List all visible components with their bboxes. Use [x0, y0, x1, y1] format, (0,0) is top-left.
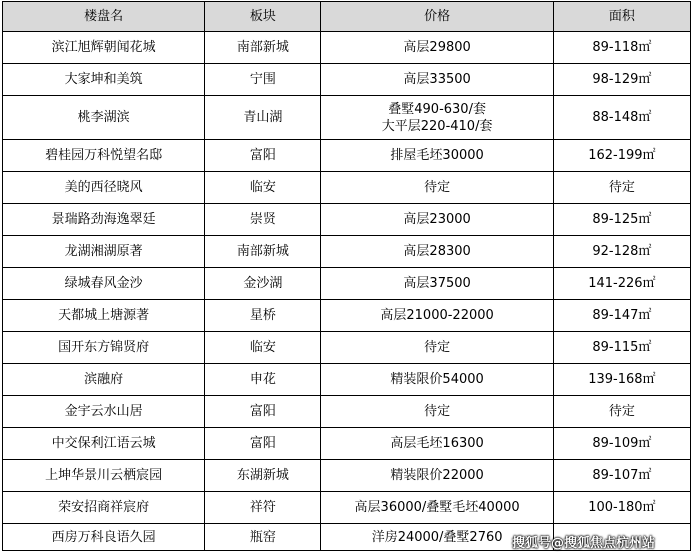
- table-row: [3, 396, 691, 428]
- cell-property-name: 桃李湖滨: [3, 96, 205, 140]
- cell-size: 待定: [553, 172, 690, 204]
- price-line: 高层毛坯16300: [390, 436, 484, 451]
- cell-size: 89-109㎡: [553, 428, 690, 460]
- cell-size: 100-180㎡: [553, 492, 690, 524]
- cell-size: 89-107㎡: [553, 460, 690, 492]
- cell-zone: 南部新城: [205, 32, 321, 64]
- cell-zone: 富阳: [205, 396, 321, 428]
- cell-price: [321, 332, 553, 364]
- table-row: [3, 64, 691, 96]
- price-line: 高层33500: [403, 72, 471, 87]
- cell-zone: 金沙湖: [205, 268, 321, 300]
- cell-price: [321, 96, 553, 140]
- cell-price: [321, 64, 553, 96]
- cell-size: 89-125㎡: [553, 204, 690, 236]
- cell-price: [321, 364, 553, 396]
- cell-zone: 崇贤: [205, 204, 321, 236]
- cell-zone: 临安: [205, 332, 321, 364]
- table-row: [3, 332, 691, 364]
- cell-property-name: 中交保利江语云城: [3, 428, 205, 460]
- cell-zone: 南部新城: [205, 236, 321, 268]
- table-row: [3, 32, 691, 64]
- cell-price: [321, 172, 553, 204]
- header-size: 面积: [553, 2, 690, 32]
- price-line: 大平层220-410/套: [381, 118, 493, 134]
- cell-size: 98-129㎡: [553, 64, 690, 96]
- cell-price: [321, 300, 553, 332]
- cell-property-name: 西房万科良语久园: [3, 524, 205, 551]
- cell-size: 89-118㎡: [553, 32, 690, 64]
- cell-property-name: 碧桂园万科悦望名邸: [3, 140, 205, 172]
- cell-size: 139-168㎡: [553, 364, 690, 396]
- cell-property-name: 上坤华景川云栖宸园: [3, 460, 205, 492]
- cell-size: 待定: [553, 396, 690, 428]
- cell-zone: 瓶窑: [205, 524, 321, 551]
- header-name: 楼盘名: [3, 2, 205, 32]
- price-line: 高层36000/叠墅毛坯40000: [354, 500, 520, 515]
- price-line: 高层37500: [403, 276, 471, 291]
- price-line: 高层28300: [403, 244, 471, 259]
- cell-property-name: 国开东方锦贤府: [3, 332, 205, 364]
- cell-property-name: 滨江旭辉朝闻花城: [3, 32, 205, 64]
- price-line: 待定: [424, 340, 451, 355]
- cell-price: [321, 236, 553, 268]
- cell-zone: 富阳: [205, 428, 321, 460]
- table-row: [3, 96, 691, 140]
- cell-property-name: 景瑞路劲海逸翠廷: [3, 204, 205, 236]
- header-price: 价格: [321, 2, 553, 32]
- cell-price: [321, 396, 553, 428]
- cell-property-name: 滨融府: [3, 364, 205, 396]
- price-line: 高层29800: [403, 40, 471, 55]
- price-line: 待定: [424, 404, 451, 419]
- price-line: 排屋毛坯30000: [390, 148, 484, 163]
- cell-price: [321, 428, 553, 460]
- cell-price: [321, 140, 553, 172]
- price-line: 洋房24000/叠墅2760: [371, 529, 503, 545]
- cell-zone: 临安: [205, 172, 321, 204]
- cell-price: [321, 268, 553, 300]
- table-header-row: [3, 2, 691, 32]
- header-zone: 板块: [205, 2, 321, 32]
- cell-size: 89-147㎡: [553, 300, 690, 332]
- source-watermark: 搜狐号@搜狐焦点杭州站: [512, 536, 656, 551]
- cell-zone: 祥符: [205, 492, 321, 524]
- cell-zone: 申花: [205, 364, 321, 396]
- cell-property-name: 天都城上塘源著: [3, 300, 205, 332]
- property-table: [2, 1, 691, 551]
- cell-property-name: 大家坤和美筑: [3, 64, 205, 96]
- cell-price: [321, 204, 553, 236]
- cell-size: 141-226㎡: [553, 268, 690, 300]
- table-row: [3, 300, 691, 332]
- cell-size: 88-148㎡: [553, 96, 690, 140]
- cell-property-name: 金宇云水山居: [3, 396, 205, 428]
- table-body: [3, 32, 691, 551]
- price-line: 待定: [424, 180, 451, 195]
- cell-property-name: 龙湖湘湖原著: [3, 236, 205, 268]
- table-row: [3, 268, 691, 300]
- cell-property-name: 美的西径晓风: [3, 172, 205, 204]
- cell-zone: 宁围: [205, 64, 321, 96]
- table-row: [3, 364, 691, 396]
- table-row: [3, 140, 691, 172]
- cell-zone: 富阳: [205, 140, 321, 172]
- price-line: 精装限价22000: [390, 468, 484, 483]
- table-row: [3, 204, 691, 236]
- cell-zone: 青山湖: [205, 96, 321, 140]
- price-line: 高层23000: [403, 212, 471, 227]
- table-row: [3, 492, 691, 524]
- cell-price: [321, 32, 553, 64]
- cell-size: 89-115㎡: [553, 332, 690, 364]
- cell-property-name: 荣安招商祥宸府: [3, 492, 205, 524]
- cell-price: [321, 460, 553, 492]
- price-line: 叠墅490-630/套: [388, 101, 486, 117]
- cell-price: [321, 492, 553, 524]
- table-row: [3, 236, 691, 268]
- cell-size: 92-128㎡: [553, 236, 690, 268]
- cell-zone: 东湖新城: [205, 460, 321, 492]
- table-row: [3, 172, 691, 204]
- price-line: 高层21000-22000: [380, 308, 494, 323]
- table-row: [3, 428, 691, 460]
- price-line: 精装限价54000: [390, 372, 484, 387]
- cell-size: 162-199㎡: [553, 140, 690, 172]
- table-row: [3, 460, 691, 492]
- cell-property-name: 绿城春风金沙: [3, 268, 205, 300]
- cell-zone: 星桥: [205, 300, 321, 332]
